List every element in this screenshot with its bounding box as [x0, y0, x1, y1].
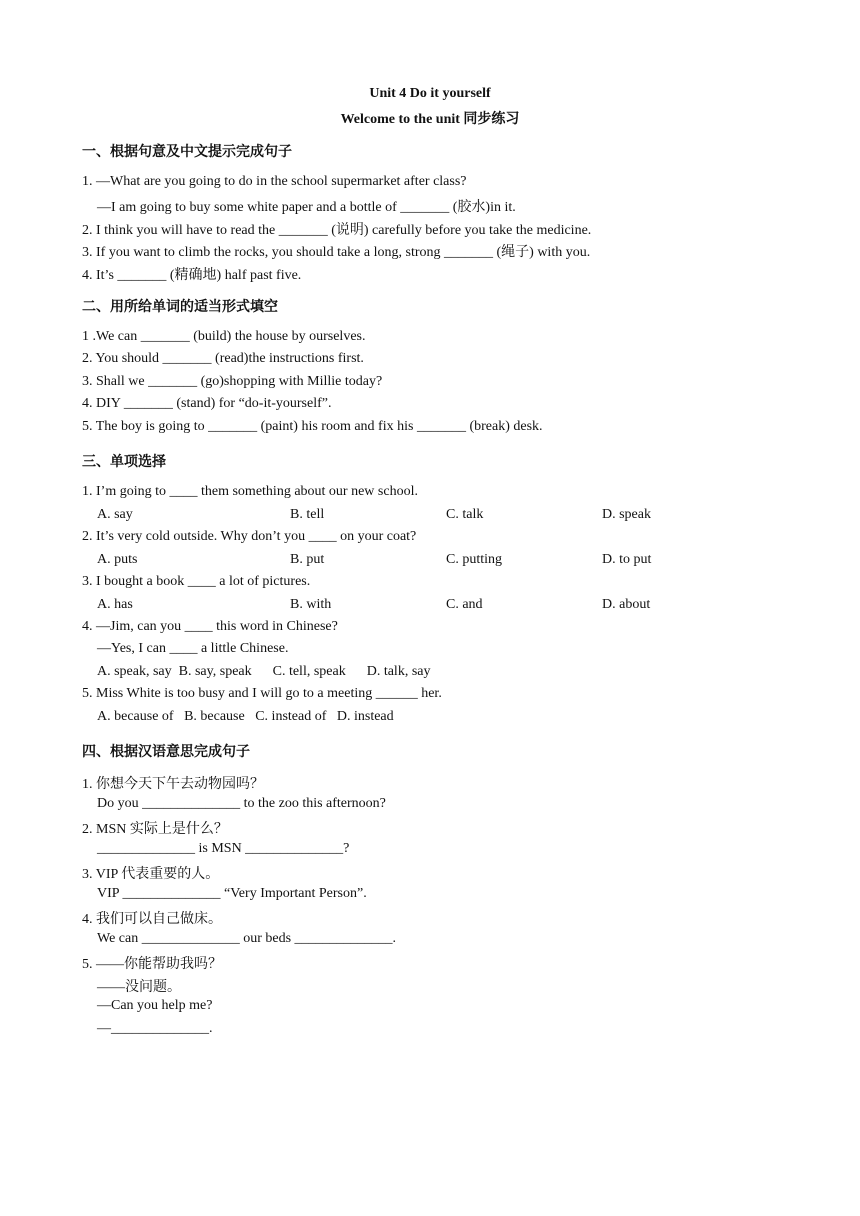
section-3-heading: 三、单项选择 — [82, 454, 166, 470]
s3-question-4-reply: —Yes, I can ____ a little Chinese. — [97, 641, 289, 656]
section-4-heading: 四、根据汉语意思完成句子 — [82, 744, 250, 760]
s4-line-2: Do you ______________ to the zoo this afternoon? — [97, 796, 386, 811]
s3-q3-option-a: A. has — [97, 597, 133, 612]
s2-line-2: 2. You should _______ (read)the instructions first. — [82, 351, 364, 366]
s1-line-1: 1. —What are you going to do in the school supermarket after class? — [82, 174, 467, 189]
s3-q1-option-a: A. say — [97, 507, 133, 522]
worksheet-subtitle: Welcome to the unit 同步练习 — [340, 112, 520, 127]
s3-question-1: 1. I’m going to ____ them something about our new school. — [82, 484, 418, 499]
s4-line-5: 3. VIP 代表重要的人。 — [82, 867, 220, 882]
s2-line-4: 4. DIY _______ (stand) for “do-it-yourself”. — [82, 396, 332, 411]
s1-line-3: 2. I think you will have to read the _______ (说明) carefully before you take the medicine. — [82, 223, 592, 238]
s1-line-2: —I am going to buy some white paper and a bottle of _______ (胶水)in it. — [97, 200, 516, 215]
s4-line-7: 4. 我们可以自己做床。 — [82, 912, 222, 927]
s4-line-10: ——没问题。 — [97, 980, 181, 995]
s4-line-12: —______________. — [97, 1021, 213, 1036]
s3-q3-option-c: C. and — [446, 597, 483, 612]
s2-line-5: 5. The boy is going to _______ (paint) his room and fix his _______ (break) desk. — [82, 419, 543, 434]
s4-line-1: 1. 你想今天下午去动物园吗？ — [82, 777, 264, 792]
s4-line-11: —Can you help me? — [97, 998, 213, 1013]
s3-question-2: 2. It’s very cold outside. Why don’t you ____ on your coat? — [82, 529, 417, 544]
s3-question-4: 4. —Jim, can you ____ this word in Chinese? — [82, 619, 338, 634]
worksheet-title: Unit 4 Do it yourself — [369, 86, 491, 101]
s3-q3-option-d: D. about — [602, 597, 651, 612]
s4-line-3: 2. MSN 实际上是什么？ — [82, 822, 228, 837]
s3-q2-option-c: C. putting — [446, 552, 503, 567]
s3-question-3: 3. I bought a book ____ a lot of pictures. — [82, 574, 311, 589]
s3-q4-options: A. speak, say B. say, speak C. tell, speak D. talk, say — [97, 664, 431, 679]
s3-q1-option-c: C. talk — [446, 507, 484, 522]
s4-line-8: We can ______________ our beds ______________. — [97, 931, 397, 946]
s3-q1-option-d: D. speak — [602, 507, 651, 522]
s4-line-9: 5. ——你能帮助我吗？ — [82, 957, 222, 972]
s2-line-3: 3. Shall we _______ (go)shopping with Millie today? — [82, 374, 383, 389]
s3-q2-option-b: B. put — [290, 552, 325, 567]
s3-question-5: 5. Miss White is too busy and I will go to a meeting ______ her. — [82, 686, 442, 701]
s3-q1-option-b: B. tell — [290, 507, 325, 522]
s3-q5-options: A. because of B. because C. instead of D. instead — [97, 709, 394, 724]
s2-line-1: 1 .We can _______ (build) the house by ourselves. — [82, 329, 366, 344]
s1-line-5: 4. It’s _______ (精确地) half past five. — [82, 268, 302, 283]
s4-line-4: ______________ is MSN ______________? — [97, 841, 350, 856]
s3-q3-option-b: B. with — [290, 597, 332, 612]
s1-line-4: 3. If you want to climb the rocks, you should take a long, strong _______ (绳子) with you. — [82, 245, 591, 260]
s4-line-6: VIP ______________ “Very Important Person”. — [97, 886, 367, 901]
s3-q2-option-d: D. to put — [602, 552, 652, 567]
section-1-heading: 一、根据句意及中文提示完成句子 — [82, 144, 292, 160]
s3-q2-option-a: A. puts — [97, 552, 138, 567]
section-2-heading: 二、用所给单词的适当形式填空 — [82, 299, 278, 315]
